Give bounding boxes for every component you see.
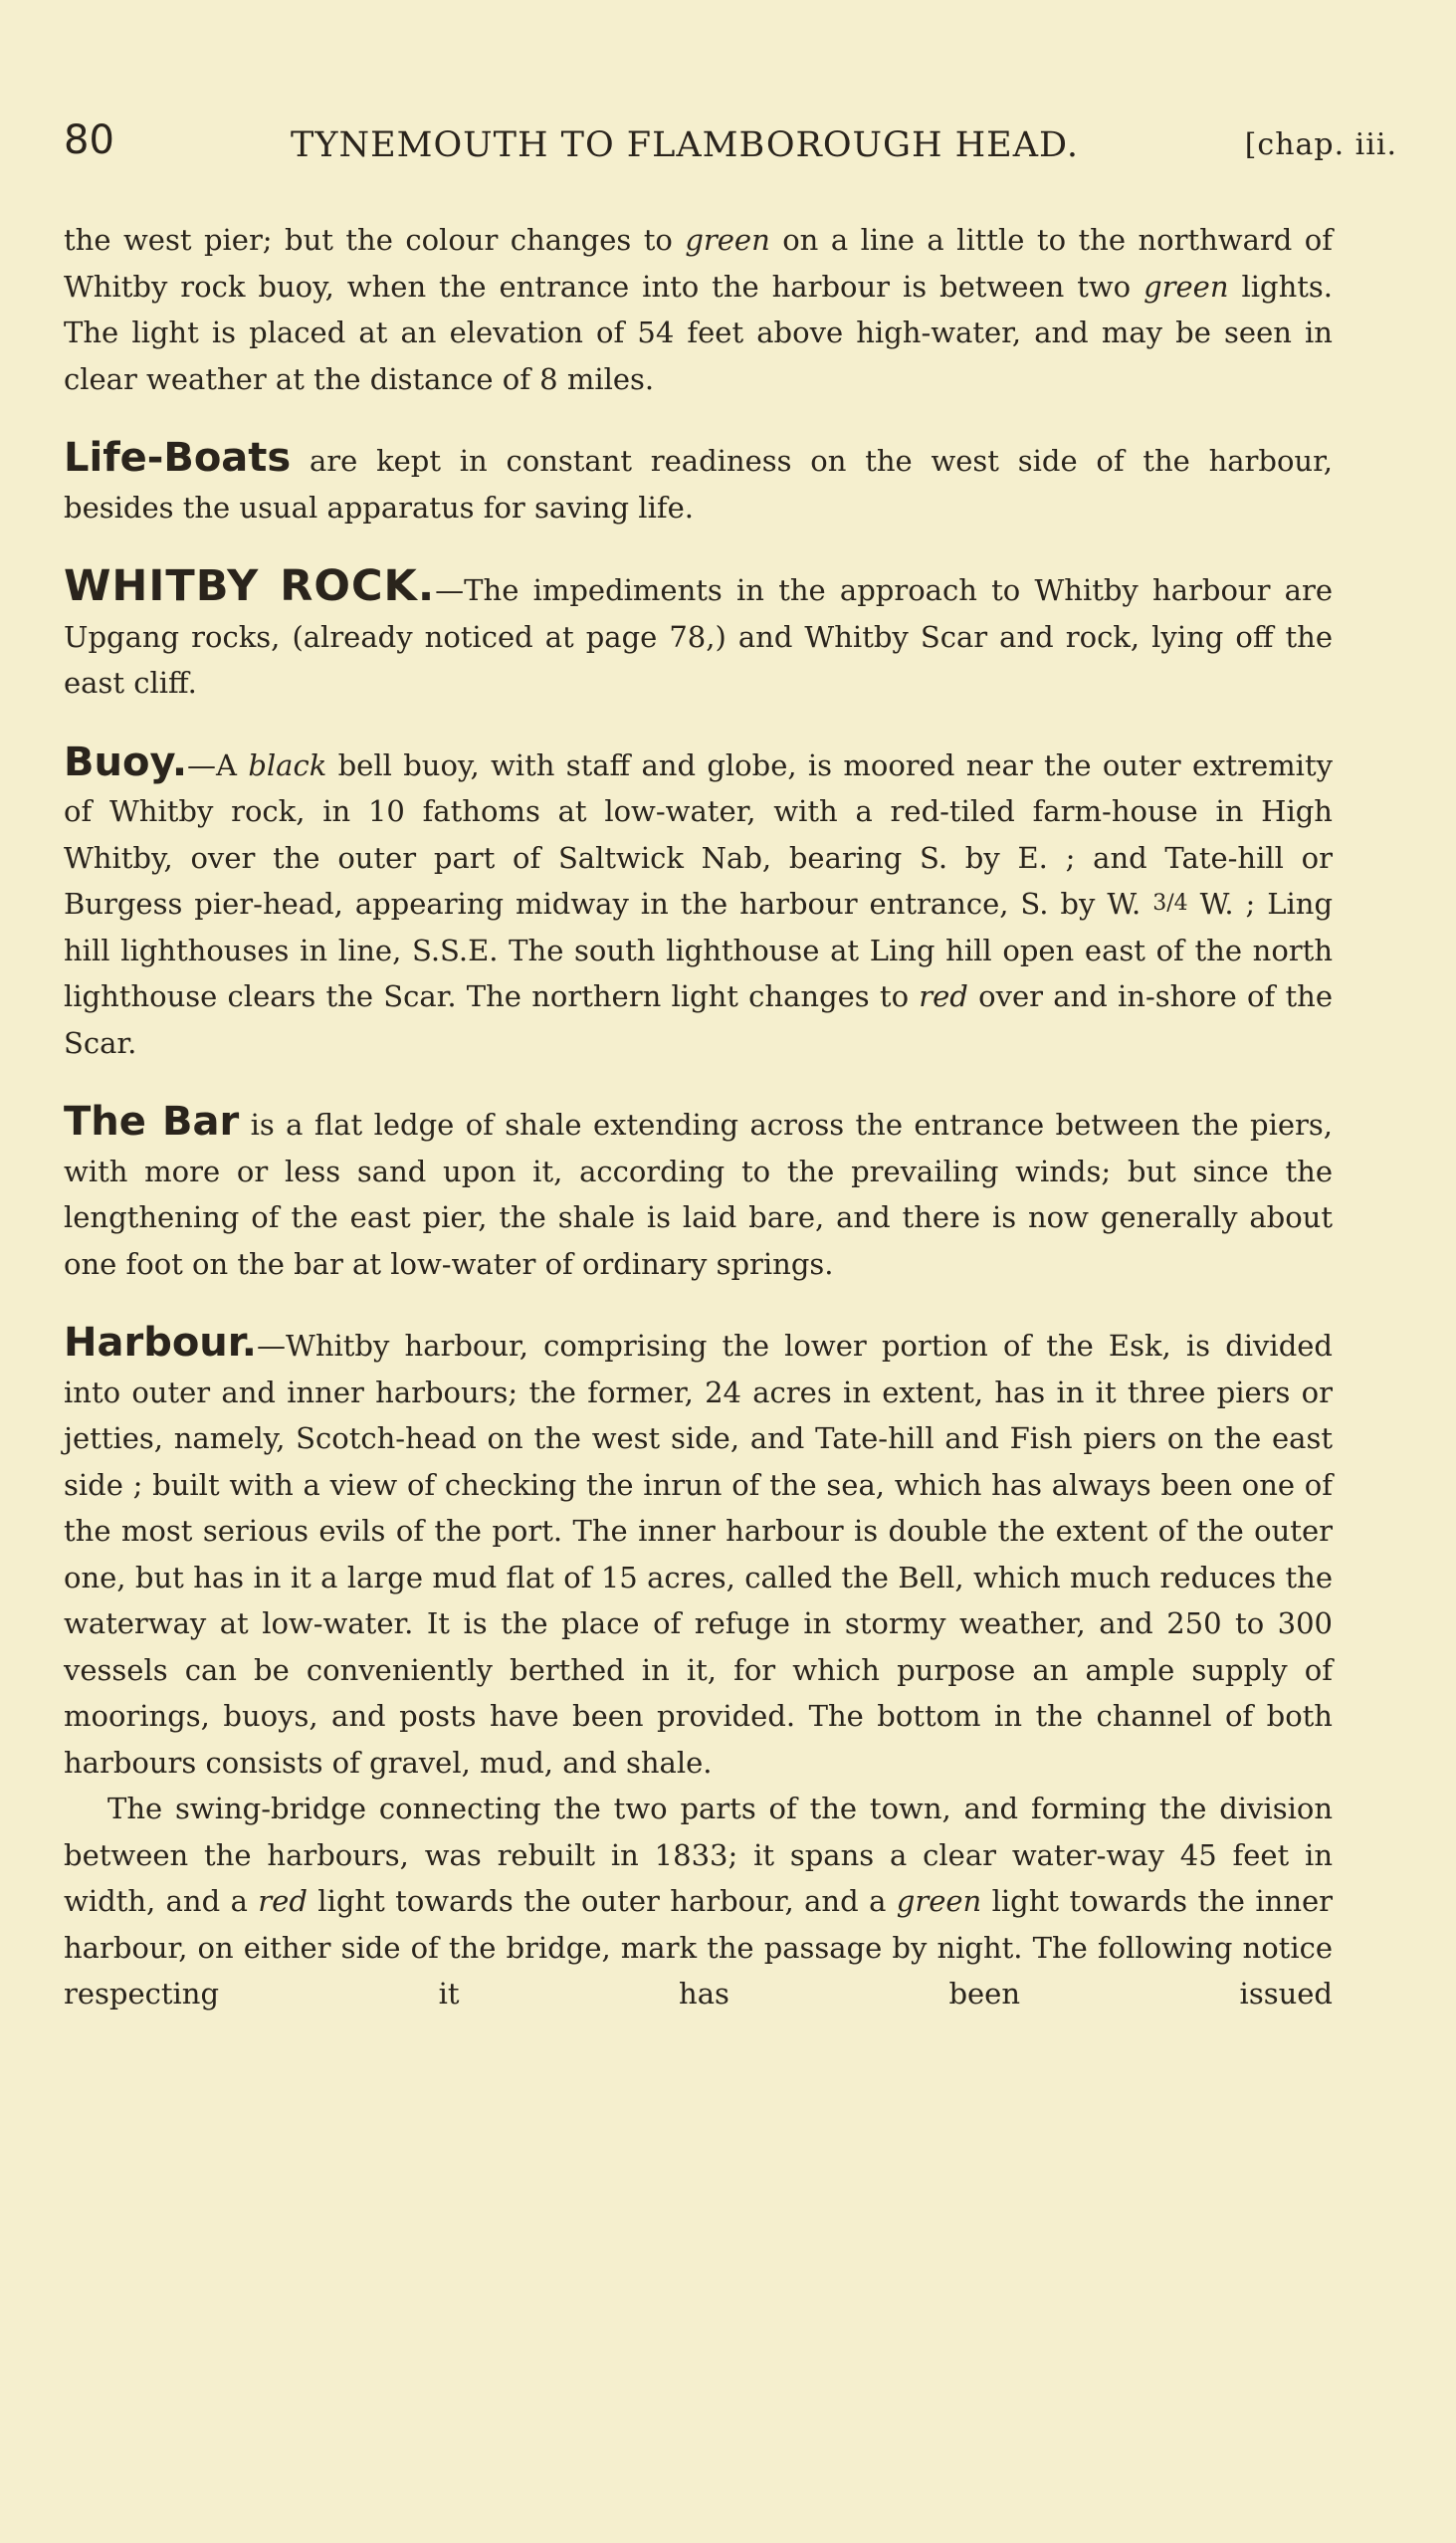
emphasis-red: red <box>258 1884 308 1918</box>
text-run: —A <box>187 747 249 782</box>
section-heading-the-bar: The Bar <box>64 1099 240 1145</box>
paragraph-harbour <box>64 1320 1333 1786</box>
text-run: the west pier; but the colour changes to <box>64 223 686 257</box>
page-number: 80 <box>64 117 114 163</box>
page-body <box>64 217 1333 2063</box>
section-heading-buoy: Buoy. <box>64 739 188 785</box>
section-heading-life-boats: Life-Boats <box>64 435 292 481</box>
paragraph-swing-bridge <box>64 1786 1333 2063</box>
paragraph-whitby-rock <box>64 563 1333 707</box>
text-run: The swing-bridge connecting the two parts of the town, and forming the division between the harbours, was rebuilt in 1833; it spans a clear water-way 45 feet in width, and a <box>64 1792 1333 1918</box>
running-title: TYNEMOUTH TO FLAMBOROUGH HEAD. <box>291 125 1079 165</box>
text-run: is a flat ledge of shale extending across the entrance between the piers, with more or less sand upon it, according to the prevailing winds; but since the lengthening of the east pier, the shale is laid bare, and there is now generally about one foot on the bar at low-water of ordinary springs. <box>64 1108 1333 1281</box>
emphasis-black: black <box>248 747 327 782</box>
fraction-three-quarters: 3/4 <box>1152 891 1188 916</box>
text-run: bell buoy, with staff and globe, is moored near the outer extremity of Whitby rock, in 10 fathoms at low-water, with a red-tiled farm-house in High Whitby, over the outer part of Saltwick Nab, bearing S. by E. ; and Tate-hill or Burgess pier-head, appearing midway in the harbour entrance, S. by W. <box>64 747 1333 921</box>
text-run: —The impediments in the approach to Whitby harbour are Upgang rocks, (already noticed at page 78,) and Whitby Scar and rock, lying off the east cliff. <box>64 573 1333 700</box>
emphasis-green: green <box>896 1884 982 1918</box>
text-run: are kept in constant readiness on the west side of the harbour, besides the usual apparatus for saving life. <box>64 444 1333 525</box>
text-run: light towards the inner harbour, on either side of the bridge, mark the passage by night. The following notice respecting it has been issued <box>64 1884 1334 2011</box>
emphasis-red: red <box>919 979 968 1013</box>
text-run: over and in-shore of the Scar. <box>64 979 1333 1060</box>
text-run: on a line a little to the northward of Whitby rock buoy, when the entrance into the harbour is between two <box>64 223 1333 304</box>
text-run: lights. The light is placed at an elevation of 54 feet above high-water, and may be seen in clear weather at the distance of 8 miles. <box>64 269 1334 396</box>
paragraph-life-boats <box>64 435 1333 530</box>
paragraph-the-bar <box>64 1099 1333 1287</box>
section-heading-whitby-rock: WHITBY ROCK. <box>64 561 436 611</box>
chapter-marker: [chap. iii. <box>1244 127 1397 162</box>
paragraph-buoy <box>64 740 1333 1067</box>
text-run: W. ; Ling hill lighthouses in line, S.S.E. The south lighthouse at Ling hill open east of the north lighthouse clears the Scar. The northern light changes to <box>64 887 1334 1013</box>
text-run: —Whitby harbour, comprising the lower portion of the Esk, is divided into outer and inner harbours; the former, 24 acres in extent, has in it three piers or jetties, namely, Scotch-head on the west side, and Tate-hill and Fish piers on the east side ; built with a view of checking the inrun of the sea, which has always been one of the most serious evils of the port. The inner harbour is double the extent of the outer one, but has in it a large mud flat of 15 acres, called the Bell, which much reduces the waterway at low-water. It is the place of refuge in stormy weather, and 250 to 300 vessels can be conveniently berthed in it, for which purpose an ample supply of moorings, buoys, and posts have been provided. The bottom in the channel of both harbours consists of gravel, mud, and shale. <box>64 1329 1333 1780</box>
paragraph-west-pier-light <box>64 217 1333 402</box>
section-heading-harbour: Harbour. <box>64 1320 258 1366</box>
emphasis-green: green <box>1144 269 1229 304</box>
page-header <box>64 117 1397 177</box>
emphasis-green: green <box>685 223 770 257</box>
text-run: light towards the outer harbour, and a <box>307 1884 897 1918</box>
